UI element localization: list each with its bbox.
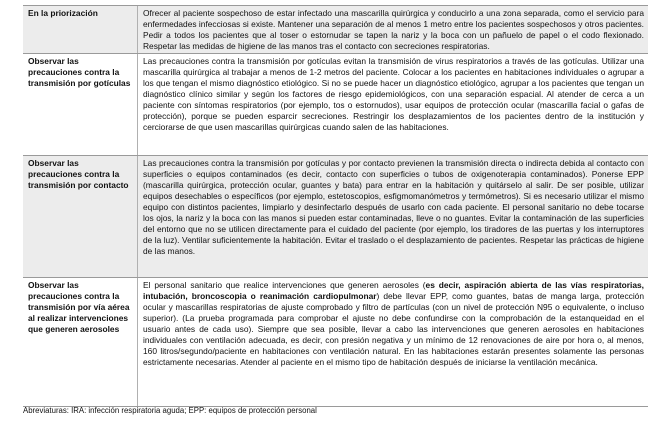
row-text <box>138 278 648 406</box>
row-text-part: El personal sanitario que realice intervenciones que generen aerosoles ( <box>143 280 426 290</box>
row-heading: Observar las precauciones contra la transmisión por vía aérea al realizar intervenciones que generen aerosoles <box>23 278 138 406</box>
row-heading: Observar las precauciones contra la transmisión por contacto <box>23 156 138 277</box>
table-row <box>23 6 648 54</box>
row-heading: En la priorización <box>23 6 138 53</box>
row-heading: Observar las precauciones contra la transmisión por gotículas <box>23 54 138 155</box>
footnote: Abreviaturas: IRA: infección respiratoria aguda; EPP: equipos de protección personal <box>23 406 317 415</box>
table-row <box>23 278 648 407</box>
row-text-part: ) debe llevar EPP, como guantes, batas de manga larga, protección ocular y mascarillas respiratorias de ajuste comprobado y filtro de partículas (con un nivel de protección N95 o equivalente, o incluso superior). (La prueba programada para comprobar el ajuste no debe confundirse con la comprobación de la estanqueidad en el usuario antes de cada uso). Siempre que sea posible, llevar a cabo las intervenciones que generen aerosoles en habitaciones individuales con ventilación adecuada, es decir, con presión negativa y un mínimo de 12 renovaciones de aire por hora o, al menos, 160 litros/segundo/paciente en habitaciones con ventilación natural. En las habitaciones estarán presentes solamente las personas estrictamente necesarias. Atender al paciente en el mismo tipo de habitación después de iniciarse la ventilación mecánica. <box>143 291 644 367</box>
table-row <box>23 156 648 278</box>
row-text: Ofrecer al paciente sospechoso de estar infectado una mascarilla quirúrgica y conducirlo a una zona separada, como el servicio para enfermedades infecciosas si existe. Mantener una separación de al menos 1 metro entre los pacientes sospechosos y otros pacientes. Pedir a todos los pacientes que al toser o estornudar se tapen la nariz y la boca con un pañuelo de papel o el codo flexionado. Respetar las medidas de higiene de las manos tras el contacto con secreciones respiratorias. <box>143 8 644 51</box>
row-text: Las precauciones contra la transmisión por gotículas y por contacto previenen la transmisión directa o indirecta debida al contacto con superficies o equipos contaminados (es decir, contacto con superficies o tubos de oxigenoterapia contaminados). Ponerse EPP (mascarilla quirúrgica, protección ocular, guantes y bata) para entrar en la habitación y quitárselo al salir. De ser posible, utilizar equipos desechables o específicos (por ejemplo, estetoscopios, esfigmomanómetros y termómetros). Si es necesario utilizar el mismo equipo con distintos pacientes, limpiarlo y desinfectarlo después de usarlo con cada paciente. El personal sanitario no debe tocarse los ojos, la nariz y la boca con las manos si pueden estar contaminadas, lleve o no guantes. Evitar la contaminación de las superficies del entorno que no se utilicen directamente para el cuidado del paciente (por ejemplo, los tiradores de las puertas y los interruptores de la luz). Ventilar suficientemente la habitación. Evitar el traslado o el desplazamiento de pacientes. Respetar las prácticas de higiene de las manos. <box>143 158 644 256</box>
row-text: Las precauciones contra la transmisión por gotículas evitan la transmisión de virus respiratorios a través de las gotículas. Utilizar una mascarilla quirúrgica al trabajar a menos de 1-2 metros del paciente. Colocar a los pacientes en habitaciones individuales o agrupar a los que tengan el mismo diagnóstico etiológico. Si no se puede hacer un diagnóstico etiológico, agrupar a los pacientes que tengan un diagnóstico clínico similar y según los factores de riesgo epidemiológicos, con una separación espacial. Al atender de cerca a un paciente con síntomas respiratorios (por ejemplo, tos o estornudos), usar equipos de protección ocular (mascarilla facial o gafas de protección), porque se pueden esparcir secreciones. Restringir los desplazamientos de los pacientes dentro de la institución y cerciorarse de que usen mascarillas quirúrgicas cuando salen de las habitaciones. <box>143 56 644 132</box>
precautions-table <box>23 5 648 407</box>
table-row <box>23 54 648 156</box>
row-text-bold: es decir, aspiración abierta de las vías respiratorias, intubación, broncoscopia o reanimación cardiopulmonar <box>143 280 644 301</box>
